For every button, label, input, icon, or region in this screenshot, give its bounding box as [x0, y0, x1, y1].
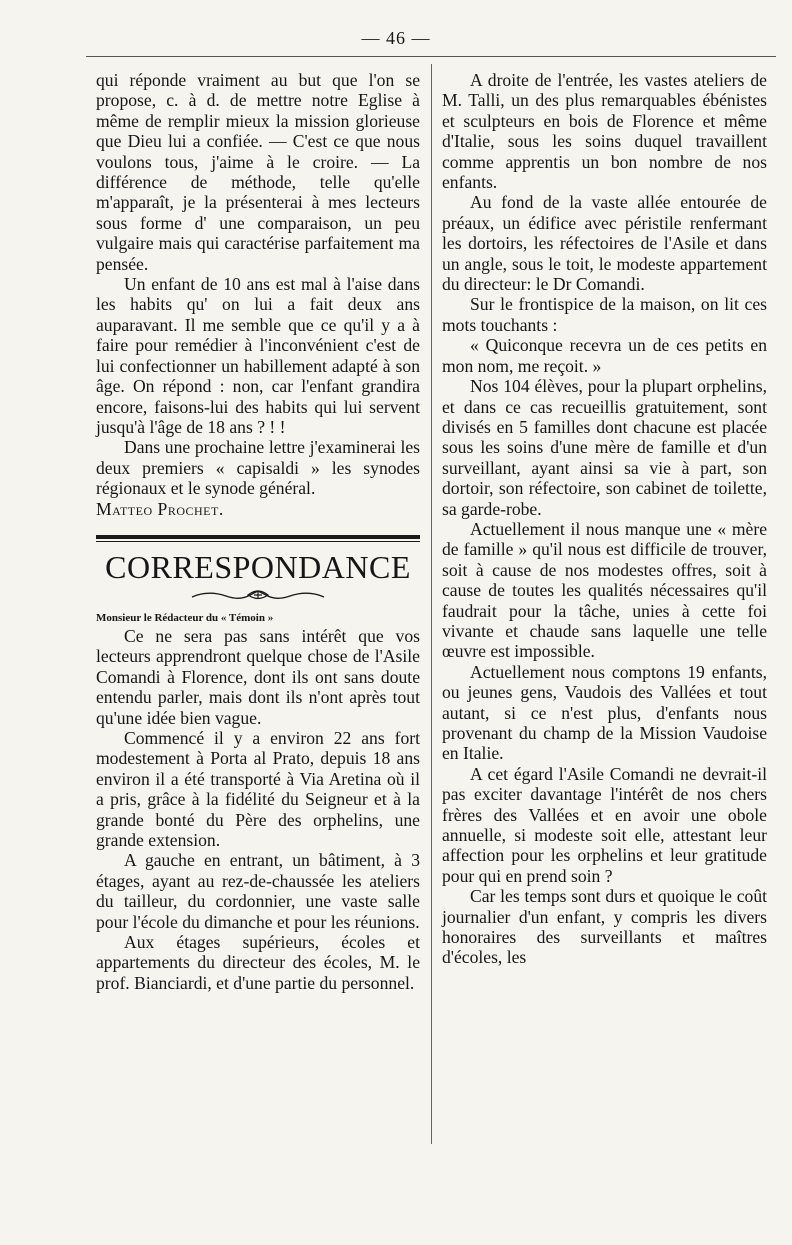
paragraph: Dans une prochaine lettre j'examinerai les deux premiers « capisaldi » les synodes régionaux et le synode général.	[96, 437, 420, 499]
page-number: — 46 —	[361, 28, 431, 48]
column-divider	[431, 64, 432, 1144]
paragraph: Sur le frontispice de la maison, on lit ces mots touchants :	[442, 294, 767, 335]
paragraph: A droite de l'entrée, les vastes ateliers de M. Talli, un des plus remarquables ébénistes et sculpteurs en bois de Florence et même d'Italie, sous les soins duquel travaillent comme apprentis un bon nombre de nos enfants.	[442, 70, 767, 193]
paragraph: Ce ne sera pas sans intérêt que vos lecteurs apprendront quelque chose de l'Asile Comandi à Florence, dont ils ont sans doute entendu parler, mais dont ils n'ont après tout qu'une idée bien vague.	[96, 625, 420, 728]
paragraph: Car les temps sont durs et quoique le coût journalier d'un enfant, y compris les divers honoraires des surveillants et maîtres d'écoles, les	[442, 886, 767, 968]
paragraph: Aux étages supérieurs, écoles et appartements du directeur des écoles, M. le prof. Bianciardi, et d'une partie du personnel.	[96, 932, 420, 993]
section-rule-thin	[96, 541, 420, 542]
paragraph: Nos 104 élèves, pour la plupart orphelins, et dans ce cas recueillis gratuitement, sont divisés en 5 familles dont chacune est placée sous les soins d'une mère de famille et d'un surveillant, ayant ainsi sa vie à part, son dortoir, son réfectoire, son cabinet de toilette, sa garde-robe.	[442, 376, 767, 519]
author-signature: Matteo Prochet.	[96, 498, 224, 519]
paragraph: Commencé il y a environ 22 ans fort modestement à Porta al Prato, depuis 18 ans environ il a été transporté à Via Aretina où il a pris, grâce à la fidélité du Seigneur et à la grande bonté du Père des orphelins, une grande extension.	[96, 727, 420, 850]
header-rule	[86, 56, 776, 57]
paragraph: A cet égard l'Asile Comandi ne devrait-il pas exciter davantage l'intérêt de nos chers frères des Vallées et en avoir une obole annuelle, si modeste soit elle, attestant leur affection pour les orphelins et leur gratitude pour qui en prend soin ?	[442, 763, 767, 886]
paragraph: Actuellement il nous manque une « mère de famille » qu'il nous est difficile de trouver, soit à cause de nos modestes offres, soit à cause de toutes les qualités nécessaires qu'il faudrait pour la tâche, unies à cette foi vivante et chaude sans laquelle une telle œuvre est impossible.	[442, 518, 767, 662]
paragraph: Un enfant de 10 ans est mal à l'aise dans les habits qu' on lui a fait deux ans auparavant. Il me semble que ce qu'il y a à faire pour remédier à l'inconvénient c'est de lui confectionner un habillement adapté à son âge. On répond : non, car l'enfant grandira encore, faisons-lui des habits qui lui servent jusqu'à l'âge de 18 ans ? ! !	[96, 274, 420, 437]
salutation: Monsieur le Rédacteur du « Témoin »	[96, 611, 274, 624]
quotation: « Quiconque recevra un de ces petits en mon nom, me reçoit. »	[442, 335, 767, 376]
left-column	[96, 70, 420, 993]
ornament-icon	[188, 588, 328, 602]
paragraph: A gauche en entrant, un bâtiment, à 3 étages, ayant au rez-de-chaussée les ateliers du tailleur, du cordonnier, une vaste salle pour l'école du dimanche et pour les réunions.	[96, 850, 420, 932]
paragraph: Actuellement nous comptons 19 enfants, ou jeunes gens, Vaudois des Vallées et tout autant, si ce n'est plus, d'enfants nous provenant du champ de la Mission Vaudoise en Italie.	[442, 661, 767, 764]
section-title: CORRESPONDANCE	[105, 548, 411, 585]
right-column	[442, 70, 767, 968]
paragraph: qui réponde vraiment au but que l'on se propose, c. à d. de mettre notre Eglise à même de remplir mieux la mission glorieuse que Dieu lui a confiée. — C'est ce que nous voulons tous, j'aime à le croire. — La différence de méthode, telle qu'elle m'apparaît, je la présenterai à mes lecteurs sous forme d' une comparaison, un peu vulgaire mais qui caractérise parfaitement ma pensée.	[96, 70, 420, 274]
paragraph: Au fond de la vaste allée entourée de préaux, un édifice avec péristile renfermant les dortoirs, les réfectoires de l'Asile et dans un angle, sous le toit, le modeste appartement du directeur: le Dr Comandi.	[442, 192, 767, 295]
section-rule-thick	[96, 535, 420, 539]
